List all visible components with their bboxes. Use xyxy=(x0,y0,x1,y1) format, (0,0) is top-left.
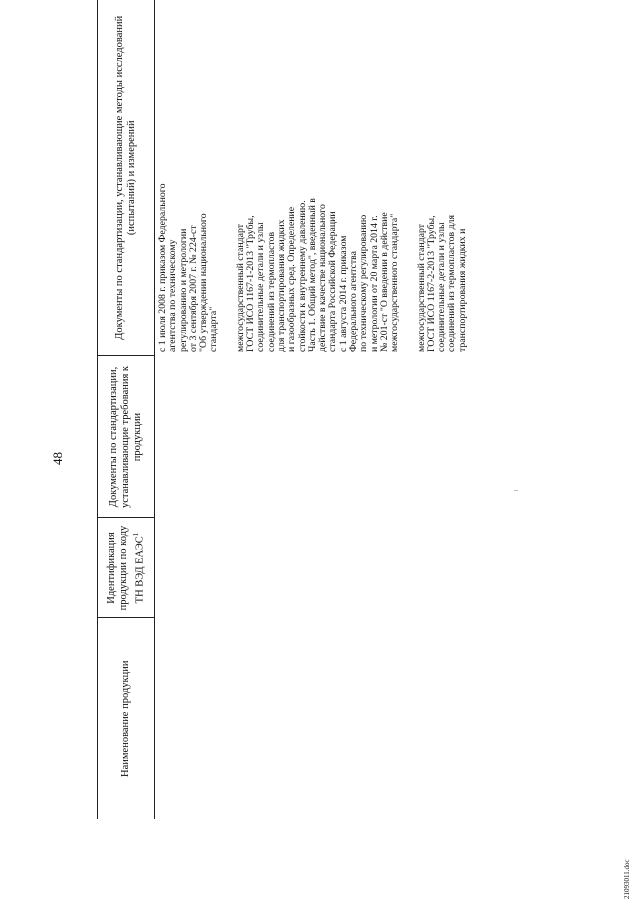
header-requirement-docs: Документы по стандартизации, устанавливающие требования к продукции xyxy=(98,356,155,518)
method-documents-list xyxy=(158,4,468,352)
document-text-line: агентства по техническому xyxy=(167,239,179,352)
document-text-line: ГОСТ ИСО 1167-1-2013 "Трубы, xyxy=(245,215,257,352)
document-text-line: транспортирования жидких и xyxy=(456,228,468,352)
document-text-line: "Об утверждении национального xyxy=(198,213,210,352)
document-text-line: соединений из термопластов xyxy=(265,231,277,352)
document-text-line: ГОСТ ИСО 1167-2-2013 "Трубы, xyxy=(425,215,437,352)
document-text-line: от 3 сентября 2007 г. № 224-ст xyxy=(187,225,199,352)
header-method-docs: Документы по стандартизации, устанавливающие методы исследований (испытаний) и измерений xyxy=(98,0,155,356)
document-text-line: межгосударственный стандарт xyxy=(234,224,246,352)
standard-document-entry xyxy=(236,4,401,352)
regulation-table xyxy=(97,0,484,819)
scan-mark xyxy=(514,490,518,491)
page-number: 48 xyxy=(50,452,65,465)
footnote-marker: 1 xyxy=(131,532,140,537)
document-text-line: соединительные детали и узлы xyxy=(436,222,448,352)
document-text-line: соединений из термопластов для xyxy=(446,215,458,352)
document-text-line: для транспортирования жидких xyxy=(275,219,287,352)
document-text-line: межгосударственный стандарт xyxy=(415,224,427,352)
document-text-line: стойкости к внутреннему давлению. xyxy=(296,200,308,352)
document-text-line: стандарта" xyxy=(208,306,220,352)
table-header-row xyxy=(98,0,155,819)
header-product-name: Наименование продукции xyxy=(98,618,155,819)
document-text-line: стандарта Российской Федерации xyxy=(327,211,339,352)
document-text-line: № 201-ст "О введении в действие xyxy=(378,212,390,352)
table-row xyxy=(155,0,485,819)
standard-document-entry xyxy=(417,4,468,352)
cell-product-name xyxy=(155,618,485,819)
document-text-line: с 1 августа 2014 г. приказом xyxy=(337,235,349,352)
document-text-line: с 1 июля 2008 г. приказом Федерального xyxy=(157,183,168,352)
header-product-code-text: Идентификация продукции по коду ТН ВЭД ЕАЭС xyxy=(105,525,146,611)
cell-requirement-docs xyxy=(155,356,485,518)
document-text-line: и метрологии от 20 марта 2014 г. xyxy=(368,215,380,352)
document-text-line: регулированию и метрологии xyxy=(177,228,189,352)
document-text-line: действие в качестве национального xyxy=(317,204,329,352)
cell-method-docs xyxy=(155,0,485,356)
standard-document-entry xyxy=(158,4,220,352)
header-product-code xyxy=(98,518,155,618)
document-text-line: межгосударственного стандарта" xyxy=(389,213,401,352)
document-text-line: Федерального агентства xyxy=(348,251,360,352)
document-text-line: Часть 1. Общий метод", введенный в xyxy=(306,198,318,352)
document-text-line: соединительные детали и узлы xyxy=(255,222,267,352)
cell-product-code xyxy=(155,518,485,618)
file-name: 21093011.doc xyxy=(623,859,631,899)
document-text-line: и газообразных сред. Определение xyxy=(286,206,298,352)
document-text-line: по техническому регулированию xyxy=(358,214,370,352)
